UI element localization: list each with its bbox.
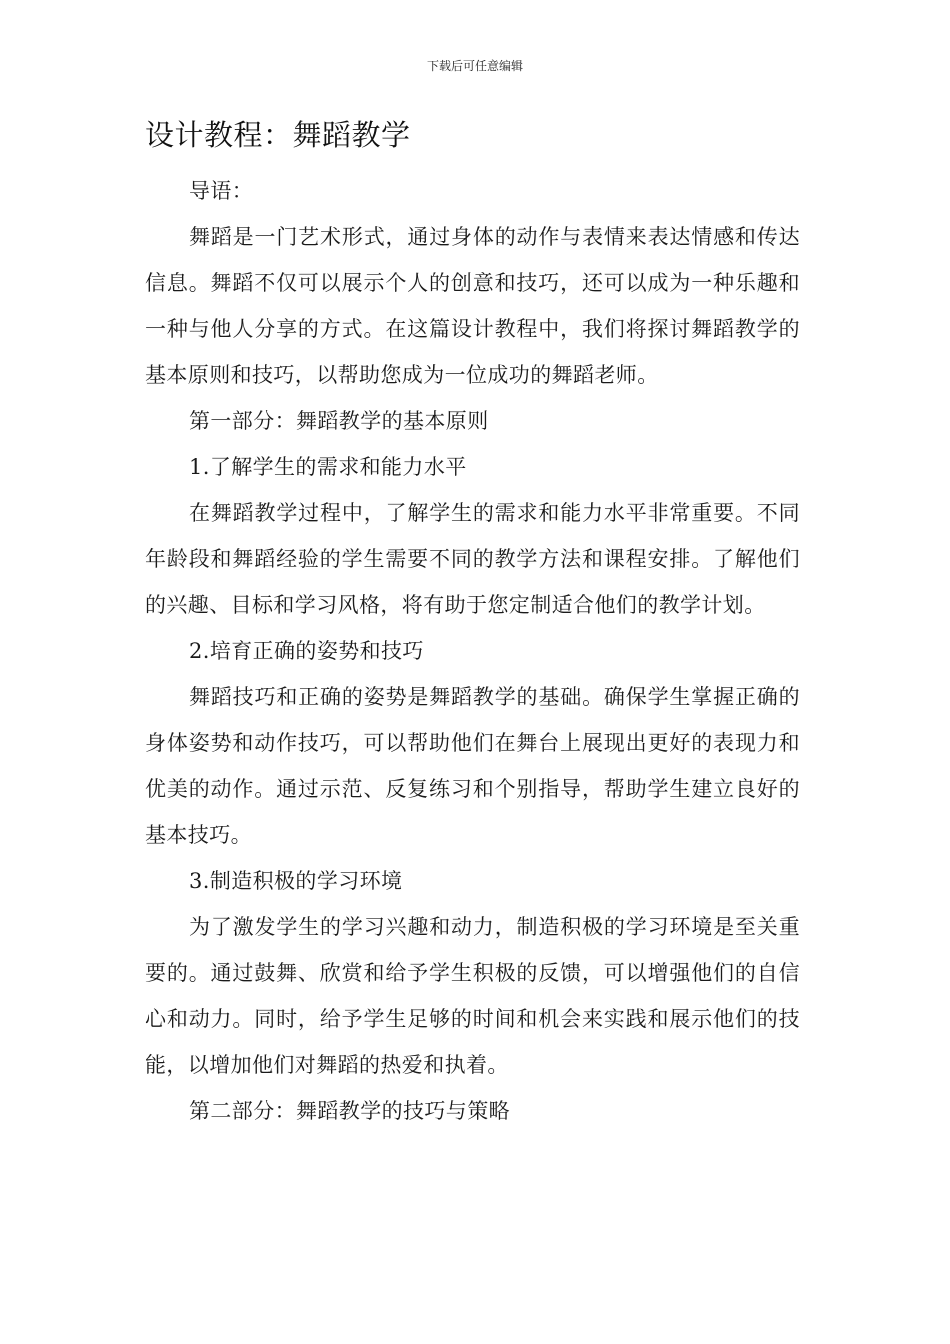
section2-paragraph: 舞蹈技巧和正确的姿势是舞蹈教学的基础。确保学生掌握正确的身体姿势和动作技巧，可以帮助他们在舞台上展现出更好的表现力和优美的动作。通过示范、反复练习和个别指导，帮助学生建立良好的基本技巧。: [145, 685, 800, 847]
section1-heading: 1.了解学生的需求和能力水平: [189, 455, 467, 479]
section3-paragraph: 为了激发学生的学习兴趣和动力，制造积极的学习环境是至关重要的。通过鼓舞、欣赏和给予学生积极的反馈，可以增强他们的自信心和动力。同时，给予学生足够的时间和机会来实践和展示他们的技能，以增加他们对舞蹈的热爱和执着。: [145, 915, 800, 1077]
intro-label: 导语：: [189, 179, 254, 203]
section2-heading: 2.培育正确的姿势和技巧: [189, 639, 424, 663]
document-title: 设计教程：舞蹈教学: [145, 118, 411, 152]
section1-paragraph: 在舞蹈教学过程中，了解学生的需求和能力水平非常重要。不同年龄段和舞蹈经验的学生需要不同的教学方法和课程安排。了解他们的兴趣、目标和学习风格，将有助于您定制适合他们的教学计划。: [145, 501, 800, 617]
header-note: 下载后可任意编辑: [426, 59, 523, 73]
document-body: [145, 114, 800, 1134]
intro-paragraph: 舞蹈是一门艺术形式，通过身体的动作与表情来表达情感和传达信息。舞蹈不仅可以展示个人的创意和技巧，还可以成为一种乐趣和一种与他人分享的方式。在这篇设计教程中，我们将探讨舞蹈教学的基本原则和技巧，以帮助您成为一位成功的舞蹈老师。: [145, 225, 800, 387]
section3-heading: 3.制造积极的学习环境: [189, 869, 403, 893]
part1-heading: 第一部分：舞蹈教学的基本原则: [189, 409, 489, 433]
part2-heading: 第二部分：舞蹈教学的技巧与策略: [189, 1099, 510, 1123]
